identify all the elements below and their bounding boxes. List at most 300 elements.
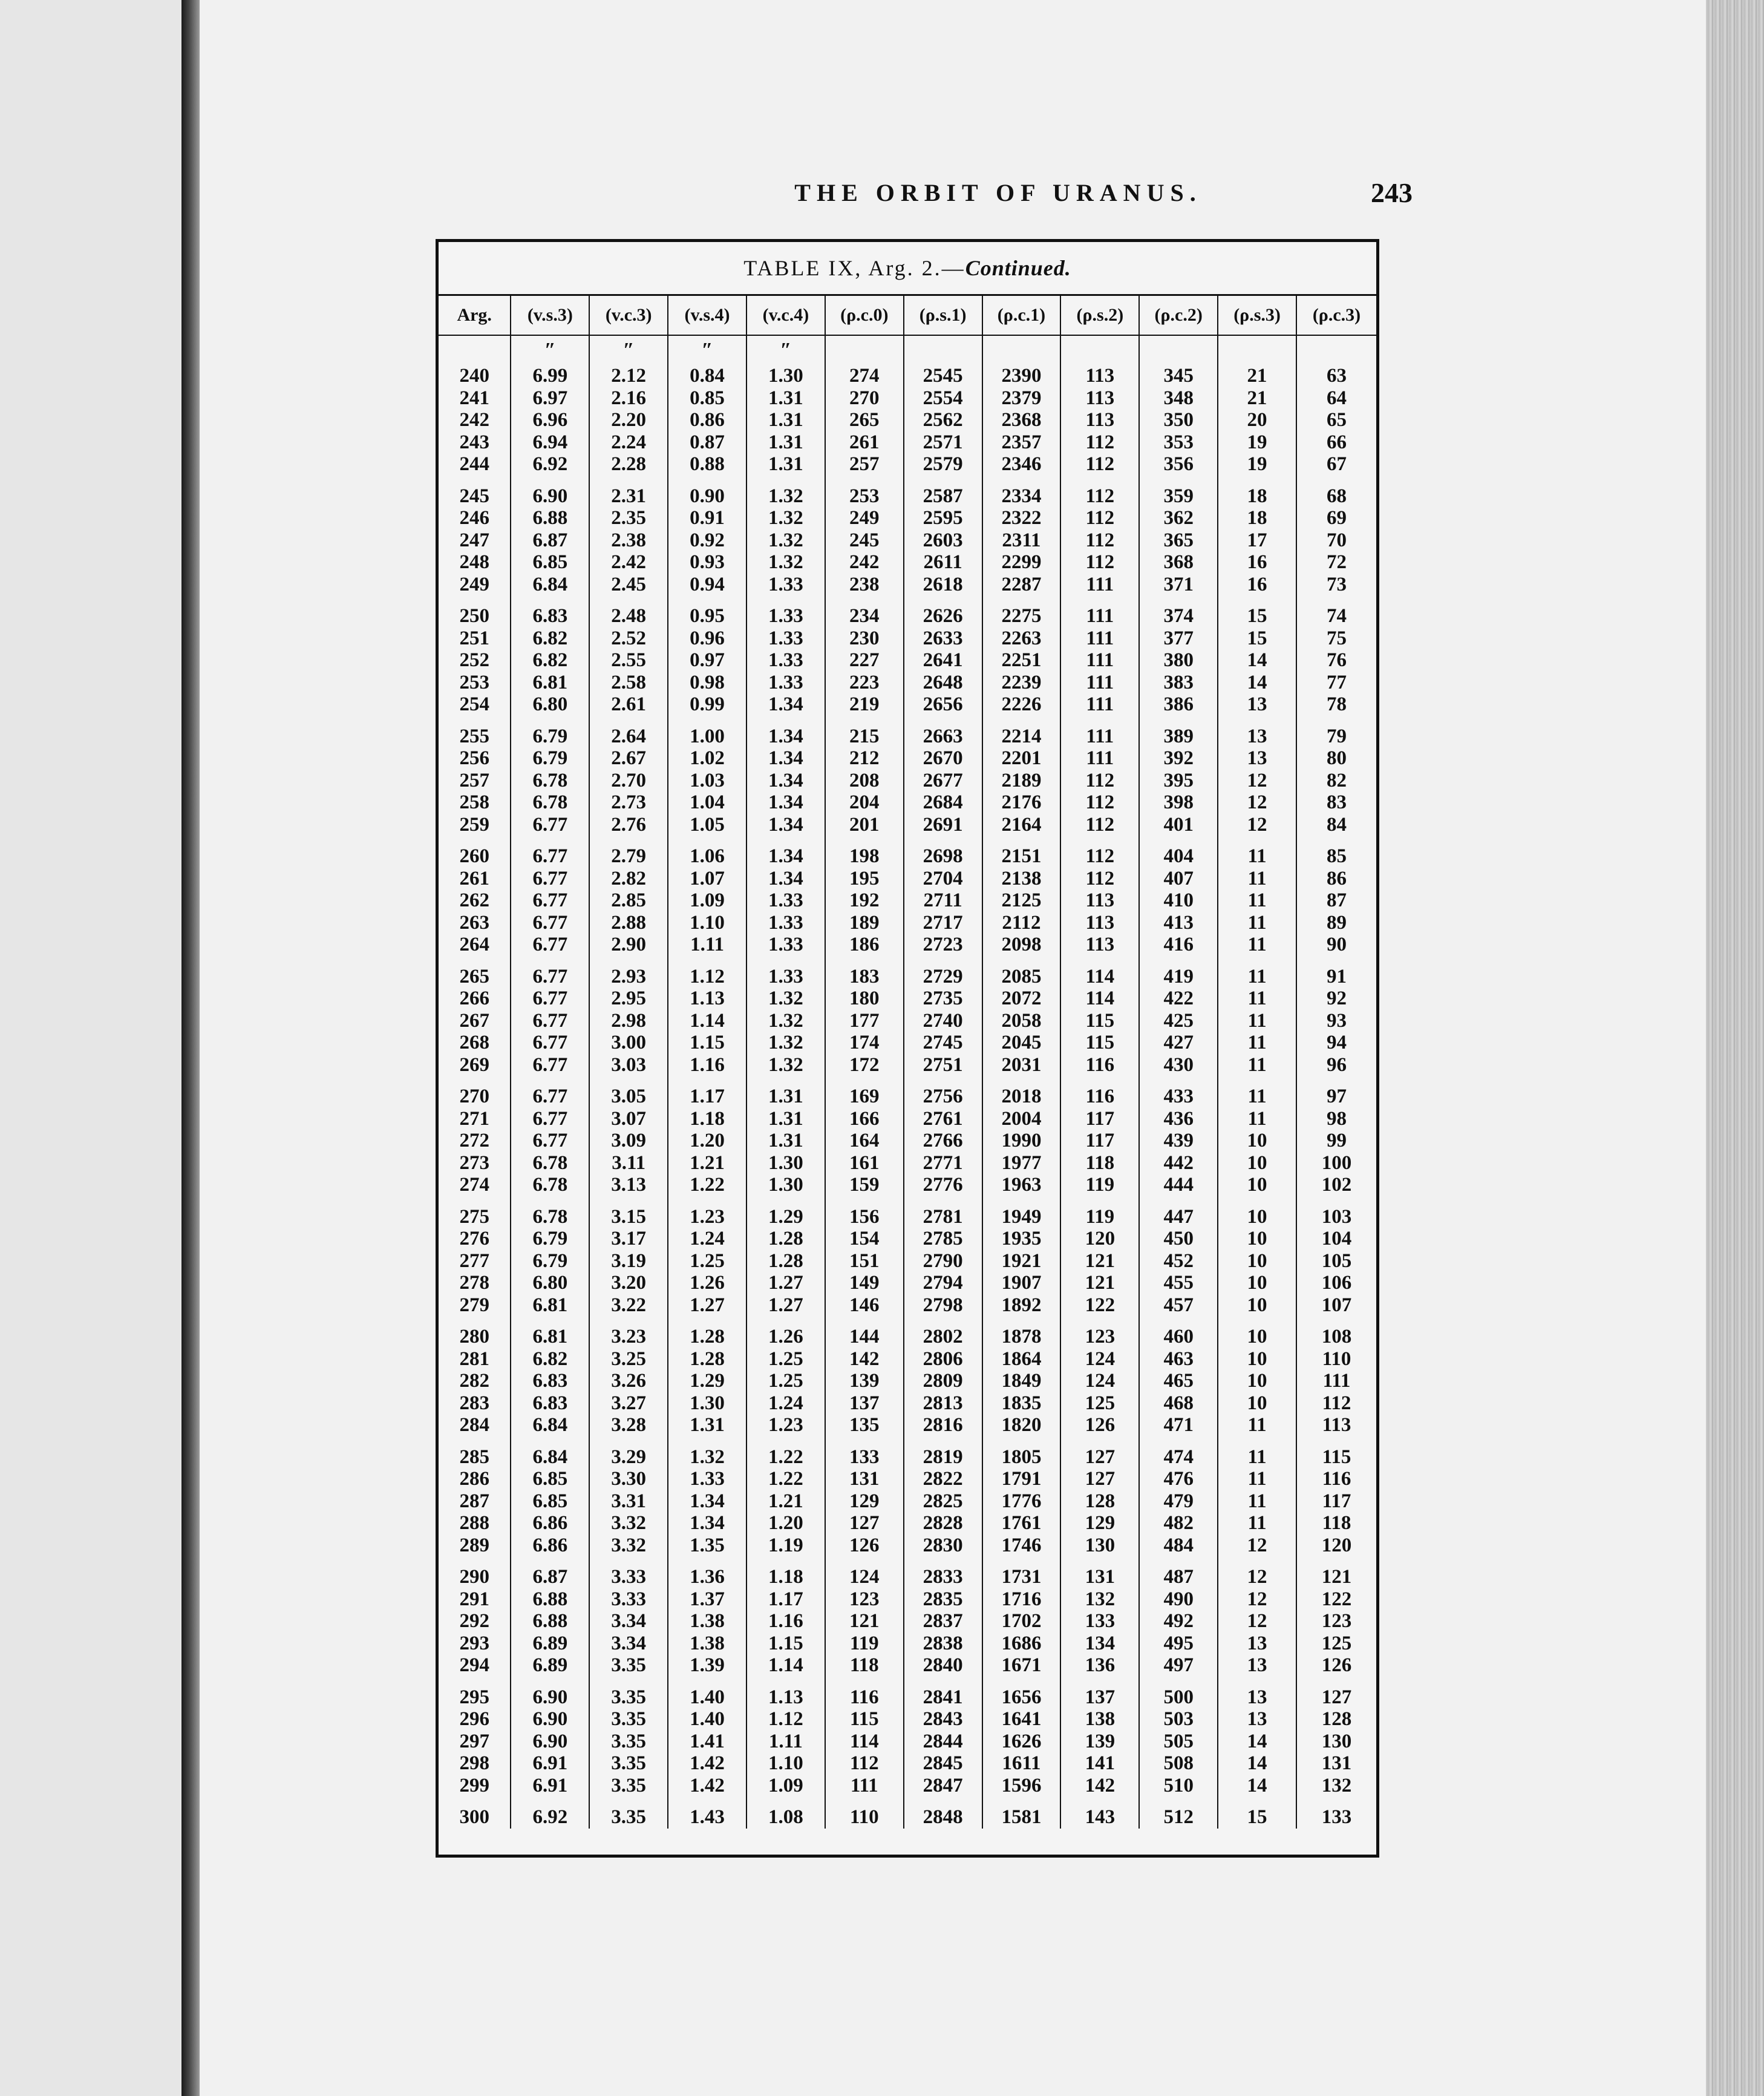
value-cell: 67 bbox=[1326, 453, 1347, 475]
value-cell: 6.77 bbox=[511, 868, 589, 890]
value-cell: 1.25 bbox=[746, 1348, 825, 1371]
value-cell: 3.23 bbox=[589, 1326, 668, 1348]
value-cell: 12 bbox=[1218, 770, 1296, 792]
value-cell: 64 bbox=[1326, 387, 1347, 409]
value-cell: 0.95 bbox=[668, 605, 746, 627]
value-cell: 127 bbox=[825, 1512, 904, 1534]
table-row bbox=[439, 453, 1376, 476]
value-cell: 186 bbox=[825, 934, 904, 956]
value-cell: 345 bbox=[1139, 365, 1218, 387]
value-cell: 1.28 bbox=[746, 1228, 825, 1250]
table-row bbox=[439, 1468, 1376, 1490]
value-cell: 1.33 bbox=[668, 1468, 746, 1490]
column-header: (v.c.3) bbox=[589, 296, 668, 335]
value-cell: 2379 bbox=[982, 387, 1061, 410]
value-cell: 1820 bbox=[982, 1414, 1061, 1436]
value-cell: 6.80 bbox=[511, 693, 589, 716]
value-cell: 73 bbox=[1326, 573, 1347, 595]
value-cell: 2781 bbox=[904, 1206, 982, 1228]
value-cell: 2571 bbox=[904, 431, 982, 454]
value-cell: 113 bbox=[1060, 912, 1139, 934]
value-cell: 2125 bbox=[982, 889, 1061, 912]
value-cell: 2813 bbox=[904, 1392, 982, 1415]
value-cell: 2847 bbox=[904, 1775, 982, 1797]
value-cell: 112 bbox=[1060, 453, 1139, 476]
value-cell: 3.20 bbox=[589, 1272, 668, 1294]
column-header: (ρ.c.3) bbox=[1296, 296, 1376, 335]
value-cell: 3.19 bbox=[589, 1250, 668, 1272]
table-ix bbox=[436, 239, 1379, 1858]
value-cell: 11 bbox=[1218, 934, 1296, 956]
value-cell: 1.33 bbox=[746, 966, 825, 988]
value-cell: 1.32 bbox=[746, 485, 825, 508]
value-cell: 392 bbox=[1139, 747, 1218, 770]
value-cell: 72 bbox=[1326, 551, 1347, 573]
arg-cell: 246 bbox=[439, 507, 511, 529]
value-cell: 6.81 bbox=[511, 672, 589, 694]
value-cell: 133 bbox=[1060, 1610, 1139, 1633]
table-row bbox=[439, 1054, 1376, 1076]
group-spacer bbox=[439, 1076, 1376, 1086]
value-cell: 142 bbox=[825, 1348, 904, 1371]
value-cell: 6.84 bbox=[511, 1414, 589, 1436]
value-cell: 2.35 bbox=[589, 507, 668, 529]
arg-cell: 288 bbox=[439, 1512, 511, 1534]
value-cell: 2838 bbox=[904, 1633, 982, 1655]
table-row bbox=[439, 365, 1376, 387]
table-row bbox=[439, 1446, 1376, 1469]
value-cell: 113 bbox=[1060, 934, 1139, 956]
table-row bbox=[439, 529, 1376, 552]
value-cell: 6.78 bbox=[511, 1174, 589, 1196]
value-cell: 123 bbox=[825, 1588, 904, 1611]
arg-cell: 300 bbox=[439, 1806, 511, 1829]
value-cell: 261 bbox=[825, 431, 904, 454]
value-cell: 1.32 bbox=[746, 529, 825, 552]
table-row bbox=[439, 1086, 1376, 1108]
value-cell: 1.27 bbox=[746, 1272, 825, 1294]
value-cell: 113 bbox=[1060, 409, 1139, 431]
value-cell: 1.42 bbox=[668, 1775, 746, 1797]
group-spacer bbox=[439, 1196, 1376, 1206]
table-row bbox=[439, 431, 1376, 454]
value-cell: 118 bbox=[1322, 1512, 1351, 1534]
arg-cell: 291 bbox=[439, 1588, 511, 1611]
value-cell: 1.09 bbox=[668, 889, 746, 912]
value-cell: 122 bbox=[1060, 1294, 1139, 1317]
arg-cell: 275 bbox=[439, 1206, 511, 1228]
value-cell: 10 bbox=[1218, 1174, 1296, 1196]
value-cell: 6.82 bbox=[511, 627, 589, 650]
value-cell: 0.87 bbox=[668, 431, 746, 454]
value-cell: 124 bbox=[825, 1566, 904, 1588]
value-cell: 463 bbox=[1139, 1348, 1218, 1371]
unit-cell: ″ bbox=[668, 335, 746, 365]
value-cell: 111 bbox=[1060, 725, 1139, 748]
arg-cell: 293 bbox=[439, 1633, 511, 1655]
value-cell: 204 bbox=[825, 791, 904, 814]
value-cell: 1.15 bbox=[668, 1032, 746, 1054]
value-cell: 479 bbox=[1139, 1490, 1218, 1513]
group-spacer bbox=[439, 1316, 1376, 1326]
value-cell: 1.21 bbox=[668, 1152, 746, 1174]
unit-cell: ″ bbox=[746, 335, 825, 365]
value-cell: 1.18 bbox=[668, 1108, 746, 1130]
arg-cell: 254 bbox=[439, 693, 511, 716]
group-spacer bbox=[439, 1556, 1376, 1566]
value-cell: 2729 bbox=[904, 966, 982, 988]
value-cell: 16 bbox=[1218, 551, 1296, 574]
value-cell: 2.58 bbox=[589, 672, 668, 694]
arg-cell: 282 bbox=[439, 1370, 511, 1392]
value-cell: 1746 bbox=[982, 1534, 1061, 1557]
value-cell: 112 bbox=[1060, 814, 1139, 836]
value-cell: 6.89 bbox=[511, 1633, 589, 1655]
value-cell: 1.08 bbox=[746, 1806, 825, 1829]
value-cell: 1611 bbox=[982, 1752, 1061, 1775]
value-cell: 125 bbox=[1321, 1632, 1352, 1654]
value-cell: 1.10 bbox=[746, 1752, 825, 1775]
value-cell: 223 bbox=[825, 672, 904, 694]
value-cell: 3.35 bbox=[589, 1686, 668, 1709]
group-spacer bbox=[439, 476, 1376, 485]
value-cell: 6.86 bbox=[511, 1512, 589, 1534]
column-header: (v.s.3) bbox=[511, 296, 589, 335]
arg-cell: 285 bbox=[439, 1446, 511, 1469]
value-cell: 2201 bbox=[982, 747, 1061, 770]
value-cell: 2045 bbox=[982, 1032, 1061, 1054]
value-cell: 512 bbox=[1139, 1806, 1218, 1829]
value-cell: 10 bbox=[1218, 1370, 1296, 1392]
value-cell: 126 bbox=[1321, 1654, 1352, 1676]
value-cell: 121 bbox=[1321, 1566, 1352, 1588]
table-row bbox=[439, 1806, 1376, 1829]
value-cell: 362 bbox=[1139, 507, 1218, 529]
value-cell: 138 bbox=[1060, 1708, 1139, 1731]
value-cell: 1.11 bbox=[746, 1731, 825, 1753]
value-cell: 112 bbox=[1060, 791, 1139, 814]
arg-cell: 249 bbox=[439, 574, 511, 596]
table-row bbox=[439, 1228, 1376, 1250]
value-cell: 1.38 bbox=[668, 1633, 746, 1655]
value-cell: 3.35 bbox=[589, 1775, 668, 1797]
value-cell: 1.26 bbox=[746, 1326, 825, 1348]
value-cell: 123 bbox=[1060, 1326, 1139, 1348]
value-cell: 1.33 bbox=[746, 574, 825, 596]
value-cell: 159 bbox=[825, 1174, 904, 1196]
value-cell: 430 bbox=[1139, 1054, 1218, 1076]
value-cell: 2633 bbox=[904, 627, 982, 650]
value-cell: 6.82 bbox=[511, 649, 589, 672]
arg-cell: 259 bbox=[439, 814, 511, 836]
table-row bbox=[439, 1272, 1376, 1294]
table-row bbox=[439, 912, 1376, 934]
value-cell: 6.84 bbox=[511, 1446, 589, 1469]
value-cell: 129 bbox=[825, 1490, 904, 1513]
value-cell: 14 bbox=[1218, 1731, 1296, 1753]
value-cell: 120 bbox=[1321, 1534, 1352, 1556]
value-cell: 3.27 bbox=[589, 1392, 668, 1415]
arg-cell: 284 bbox=[439, 1414, 511, 1436]
value-cell: 356 bbox=[1139, 453, 1218, 476]
value-cell: 139 bbox=[825, 1370, 904, 1392]
value-cell: 2825 bbox=[904, 1490, 982, 1513]
value-cell: 11 bbox=[1218, 1086, 1296, 1108]
value-cell: 110 bbox=[825, 1806, 904, 1829]
table-row bbox=[439, 966, 1376, 988]
arg-cell: 260 bbox=[439, 845, 511, 868]
value-cell: 1.34 bbox=[746, 725, 825, 748]
value-cell: 450 bbox=[1139, 1228, 1218, 1250]
value-cell: 2766 bbox=[904, 1130, 982, 1152]
value-cell: 3.22 bbox=[589, 1294, 668, 1317]
value-cell: 122 bbox=[1321, 1588, 1352, 1610]
value-cell: 117 bbox=[1060, 1108, 1139, 1130]
value-cell: 2833 bbox=[904, 1566, 982, 1588]
value-cell: 131 bbox=[1060, 1566, 1139, 1588]
group-spacer bbox=[439, 716, 1376, 725]
value-cell: 112 bbox=[1060, 845, 1139, 868]
value-cell: 249 bbox=[825, 507, 904, 529]
value-cell: 6.77 bbox=[511, 845, 589, 868]
value-cell: 1.38 bbox=[668, 1610, 746, 1633]
value-cell: 6.89 bbox=[511, 1654, 589, 1677]
value-cell: 146 bbox=[825, 1294, 904, 1317]
value-cell: 114 bbox=[1060, 987, 1139, 1010]
value-cell: 1.37 bbox=[668, 1588, 746, 1611]
unit-cell bbox=[904, 335, 982, 365]
value-cell: 125 bbox=[1060, 1392, 1139, 1415]
value-cell: 11 bbox=[1218, 889, 1296, 912]
arg-cell: 248 bbox=[439, 551, 511, 574]
value-cell: 79 bbox=[1326, 725, 1347, 747]
arg-cell: 251 bbox=[439, 627, 511, 650]
value-cell: 2072 bbox=[982, 987, 1061, 1010]
value-cell: 0.84 bbox=[668, 365, 746, 387]
value-cell: 112 bbox=[1060, 551, 1139, 574]
value-cell: 3.29 bbox=[589, 1446, 668, 1469]
value-cell: 2790 bbox=[904, 1250, 982, 1272]
value-cell: 1.34 bbox=[746, 791, 825, 814]
value-cell: 3.33 bbox=[589, 1588, 668, 1611]
value-cell: 121 bbox=[1060, 1272, 1139, 1294]
value-cell: 11 bbox=[1218, 1032, 1296, 1054]
arg-cell: 299 bbox=[439, 1775, 511, 1797]
value-cell: 6.84 bbox=[511, 574, 589, 596]
value-cell: 112 bbox=[1060, 770, 1139, 792]
value-cell: 6.88 bbox=[511, 1588, 589, 1611]
value-cell: 2761 bbox=[904, 1108, 982, 1130]
arg-cell: 257 bbox=[439, 770, 511, 792]
value-cell: 1.07 bbox=[668, 868, 746, 890]
value-cell: 111 bbox=[825, 1775, 904, 1797]
value-cell: 10 bbox=[1218, 1250, 1296, 1272]
table-title bbox=[439, 242, 1376, 296]
table-row bbox=[439, 1686, 1376, 1709]
value-cell: 219 bbox=[825, 693, 904, 716]
arg-cell: 243 bbox=[439, 431, 511, 454]
value-cell: 1.29 bbox=[746, 1206, 825, 1228]
value-cell: 129 bbox=[1060, 1512, 1139, 1534]
value-cell: 1.19 bbox=[746, 1534, 825, 1557]
value-cell: 471 bbox=[1139, 1414, 1218, 1436]
value-cell: 6.88 bbox=[511, 1610, 589, 1633]
value-cell: 6.77 bbox=[511, 912, 589, 934]
value-cell: 6.90 bbox=[511, 1708, 589, 1731]
value-cell: 0.85 bbox=[668, 387, 746, 410]
value-cell: 115 bbox=[1060, 1032, 1139, 1054]
value-cell: 1596 bbox=[982, 1775, 1061, 1797]
arg-cell: 270 bbox=[439, 1086, 511, 1108]
value-cell: 238 bbox=[825, 574, 904, 596]
value-cell: 15 bbox=[1218, 1806, 1296, 1829]
value-cell: 1671 bbox=[982, 1654, 1061, 1677]
value-cell: 1.31 bbox=[746, 1086, 825, 1108]
value-cell: 3.25 bbox=[589, 1348, 668, 1371]
value-cell: 161 bbox=[825, 1152, 904, 1174]
value-cell: 6.79 bbox=[511, 1250, 589, 1272]
value-cell: 1.05 bbox=[668, 814, 746, 836]
value-cell: 6.80 bbox=[511, 1272, 589, 1294]
value-cell: 1835 bbox=[982, 1392, 1061, 1415]
value-cell: 6.91 bbox=[511, 1775, 589, 1797]
value-cell: 1935 bbox=[982, 1228, 1061, 1250]
column-header: (ρ.s.1) bbox=[904, 296, 982, 335]
value-cell: 139 bbox=[1060, 1731, 1139, 1753]
value-cell: 117 bbox=[1322, 1490, 1351, 1512]
value-cell: 86 bbox=[1326, 867, 1347, 889]
arg-cell: 274 bbox=[439, 1174, 511, 1196]
value-cell: 2677 bbox=[904, 770, 982, 792]
value-cell: 1776 bbox=[982, 1490, 1061, 1513]
value-cell: 3.34 bbox=[589, 1633, 668, 1655]
value-cell: 452 bbox=[1139, 1250, 1218, 1272]
value-cell: 2.85 bbox=[589, 889, 668, 912]
value-cell: 104 bbox=[1321, 1228, 1352, 1249]
value-cell: 1907 bbox=[982, 1272, 1061, 1294]
arg-cell: 296 bbox=[439, 1708, 511, 1731]
value-cell: 77 bbox=[1326, 671, 1347, 693]
value-cell: 92 bbox=[1326, 987, 1347, 1009]
value-cell: 1686 bbox=[982, 1633, 1061, 1655]
value-cell: 110 bbox=[1322, 1348, 1351, 1370]
value-cell: 2735 bbox=[904, 987, 982, 1010]
value-cell: 1.32 bbox=[746, 1010, 825, 1032]
table-row bbox=[439, 1010, 1376, 1032]
value-cell: 11 bbox=[1218, 1468, 1296, 1490]
value-cell: 371 bbox=[1139, 574, 1218, 596]
value-cell: 11 bbox=[1218, 1490, 1296, 1513]
value-cell: 2595 bbox=[904, 507, 982, 529]
value-cell: 1.33 bbox=[746, 912, 825, 934]
value-cell: 10 bbox=[1218, 1152, 1296, 1174]
value-cell: 353 bbox=[1139, 431, 1218, 454]
value-cell: 1.33 bbox=[746, 605, 825, 627]
table-row bbox=[439, 1752, 1376, 1775]
arg-cell: 247 bbox=[439, 529, 511, 552]
value-cell: 3.33 bbox=[589, 1566, 668, 1588]
unit-cell bbox=[439, 335, 511, 365]
value-cell: 3.31 bbox=[589, 1490, 668, 1513]
value-cell: 15 bbox=[1218, 605, 1296, 627]
value-cell: 245 bbox=[825, 529, 904, 552]
value-cell: 80 bbox=[1326, 747, 1347, 769]
value-cell: 192 bbox=[825, 889, 904, 912]
arg-cell: 273 bbox=[439, 1152, 511, 1174]
value-cell: 1.42 bbox=[668, 1752, 746, 1775]
value-cell: 89 bbox=[1326, 911, 1347, 934]
value-cell: 2545 bbox=[904, 365, 982, 387]
value-cell: 2845 bbox=[904, 1752, 982, 1775]
value-cell: 3.35 bbox=[589, 1708, 668, 1731]
value-cell: 6.77 bbox=[511, 1130, 589, 1152]
value-cell: 12 bbox=[1218, 1588, 1296, 1611]
value-cell: 98 bbox=[1326, 1107, 1347, 1130]
value-cell: 2684 bbox=[904, 791, 982, 814]
value-cell: 2785 bbox=[904, 1228, 982, 1250]
group-spacer bbox=[439, 836, 1376, 845]
value-cell: 6.83 bbox=[511, 605, 589, 627]
table-row bbox=[439, 770, 1376, 792]
value-cell: 2226 bbox=[982, 693, 1061, 716]
value-cell: 6.78 bbox=[511, 1206, 589, 1228]
value-cell: 6.77 bbox=[511, 814, 589, 836]
value-cell: 108 bbox=[1321, 1326, 1352, 1348]
value-cell: 1.21 bbox=[746, 1490, 825, 1513]
value-cell: 2.12 bbox=[589, 365, 668, 387]
value-cell: 1.34 bbox=[746, 845, 825, 868]
column-header: (ρ.c.0) bbox=[825, 296, 904, 335]
arg-cell: 298 bbox=[439, 1752, 511, 1775]
value-cell: 120 bbox=[1060, 1228, 1139, 1250]
value-cell: 1.14 bbox=[746, 1654, 825, 1677]
value-cell: 136 bbox=[1060, 1654, 1139, 1677]
value-cell: 137 bbox=[1060, 1686, 1139, 1709]
value-cell: 11 bbox=[1218, 1010, 1296, 1032]
value-cell: 230 bbox=[825, 627, 904, 650]
arg-cell: 241 bbox=[439, 387, 511, 410]
value-cell: 75 bbox=[1326, 627, 1347, 649]
value-cell: 14 bbox=[1218, 672, 1296, 694]
value-cell: 1.30 bbox=[668, 1392, 746, 1415]
value-cell: 74 bbox=[1326, 605, 1347, 627]
value-cell: 433 bbox=[1139, 1086, 1218, 1108]
value-cell: 124 bbox=[1060, 1370, 1139, 1392]
value-cell: 121 bbox=[1060, 1250, 1139, 1272]
value-cell: 3.34 bbox=[589, 1610, 668, 1633]
value-cell: 3.28 bbox=[589, 1414, 668, 1436]
value-cell: 484 bbox=[1139, 1534, 1218, 1557]
value-cell: 177 bbox=[825, 1010, 904, 1032]
value-cell: 134 bbox=[1060, 1633, 1139, 1655]
value-cell: 0.97 bbox=[668, 649, 746, 672]
value-cell: 1.31 bbox=[668, 1414, 746, 1436]
value-cell: 3.13 bbox=[589, 1174, 668, 1196]
value-cell: 137 bbox=[825, 1392, 904, 1415]
value-cell: 439 bbox=[1139, 1130, 1218, 1152]
table-row bbox=[439, 1370, 1376, 1392]
table-title-main: TABLE IX, Arg. 2.— bbox=[743, 256, 965, 280]
value-cell: 198 bbox=[825, 845, 904, 868]
value-cell: 2.67 bbox=[589, 747, 668, 770]
value-cell: 6.78 bbox=[511, 1152, 589, 1174]
value-cell: 113 bbox=[1060, 365, 1139, 387]
value-cell: 111 bbox=[1060, 574, 1139, 596]
value-cell: 112 bbox=[825, 1752, 904, 1775]
value-cell: 1.18 bbox=[746, 1566, 825, 1588]
arg-cell: 281 bbox=[439, 1348, 511, 1371]
value-cell: 94 bbox=[1326, 1032, 1347, 1053]
